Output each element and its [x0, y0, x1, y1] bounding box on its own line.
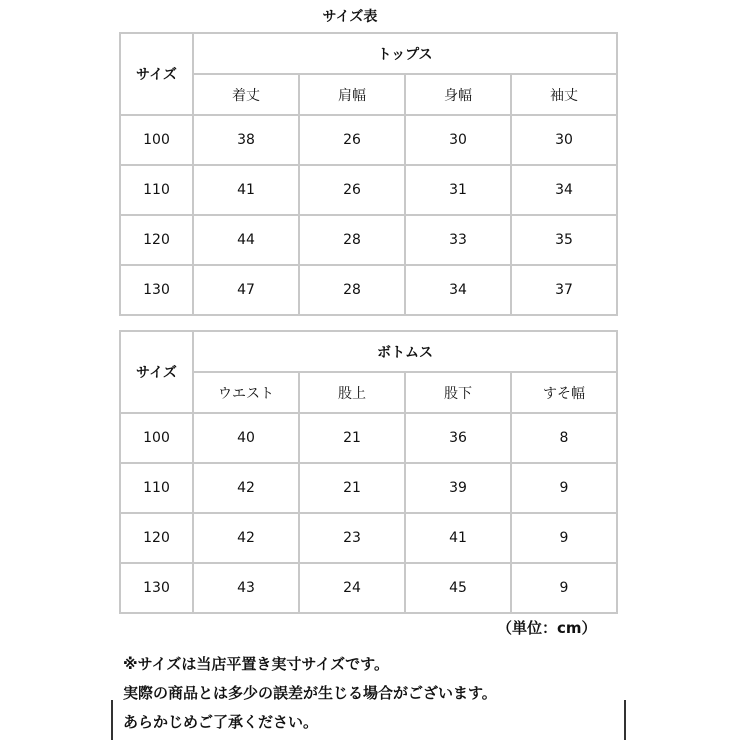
table-row — [120, 215, 617, 265]
value-cell: 26 — [299, 165, 405, 215]
table-row — [120, 563, 617, 613]
column-header: 股上 — [299, 372, 405, 413]
value-cell: 26 — [299, 115, 405, 165]
value-cell: 30 — [405, 115, 511, 165]
value-cell: 34 — [511, 165, 617, 215]
value-cell: 42 — [193, 463, 299, 513]
table-row — [120, 513, 617, 563]
value-cell: 45 — [405, 563, 511, 613]
note-line: ※サイズは当店平置き実寸サイズです。 — [123, 655, 389, 673]
column-header: すそ幅 — [511, 372, 617, 413]
size-cell: 110 — [120, 165, 193, 215]
tops-size-table — [119, 32, 618, 316]
value-cell: 42 — [193, 513, 299, 563]
table-row — [120, 265, 617, 315]
value-cell: 21 — [299, 463, 405, 513]
size-cell: 130 — [120, 563, 193, 613]
value-cell: 24 — [299, 563, 405, 613]
value-cell: 34 — [405, 265, 511, 315]
value-cell: 39 — [405, 463, 511, 513]
group-header-bottoms: ボトムス — [193, 331, 617, 372]
table-row — [120, 165, 617, 215]
note-line: 実際の商品とは多少の誤差が生じる場合がございます。 — [123, 684, 497, 702]
table-row — [120, 463, 617, 513]
value-cell: 9 — [511, 463, 617, 513]
value-cell: 28 — [299, 265, 405, 315]
value-cell: 9 — [511, 563, 617, 613]
column-header: 肩幅 — [299, 74, 405, 115]
bottoms-size-table — [119, 330, 618, 614]
size-header-cell: サイズ — [120, 331, 193, 413]
value-cell: 9 — [511, 513, 617, 563]
table-row — [120, 413, 617, 463]
size-header-cell: サイズ — [120, 33, 193, 115]
group-header-tops: トップス — [193, 33, 617, 74]
value-cell: 41 — [405, 513, 511, 563]
value-cell: 40 — [193, 413, 299, 463]
edge-line-right — [624, 700, 626, 740]
value-cell: 35 — [511, 215, 617, 265]
value-cell: 31 — [405, 165, 511, 215]
notes — [123, 650, 497, 737]
value-cell: 37 — [511, 265, 617, 315]
value-cell: 21 — [299, 413, 405, 463]
page-title: サイズ表 — [322, 9, 378, 25]
size-cell: 100 — [120, 413, 193, 463]
value-cell: 41 — [193, 165, 299, 215]
value-cell: 36 — [405, 413, 511, 463]
unit-note: （単位：cm） — [497, 619, 597, 637]
value-cell: 47 — [193, 265, 299, 315]
column-header: 股下 — [405, 372, 511, 413]
column-header: 身幅 — [405, 74, 511, 115]
value-cell: 8 — [511, 413, 617, 463]
value-cell: 38 — [193, 115, 299, 165]
value-cell: 44 — [193, 215, 299, 265]
table-row — [120, 115, 617, 165]
value-cell: 43 — [193, 563, 299, 613]
note-line: あらかじめご了承ください。 — [123, 713, 319, 731]
value-cell: 30 — [511, 115, 617, 165]
value-cell: 33 — [405, 215, 511, 265]
value-cell: 23 — [299, 513, 405, 563]
value-cell: 28 — [299, 215, 405, 265]
size-cell: 120 — [120, 513, 193, 563]
column-header: ウエスト — [193, 372, 299, 413]
size-cell: 120 — [120, 215, 193, 265]
size-cell: 100 — [120, 115, 193, 165]
column-header: 袖丈 — [511, 74, 617, 115]
size-cell: 130 — [120, 265, 193, 315]
edge-line-left — [111, 700, 113, 740]
size-cell: 110 — [120, 463, 193, 513]
column-header: 着丈 — [193, 74, 299, 115]
